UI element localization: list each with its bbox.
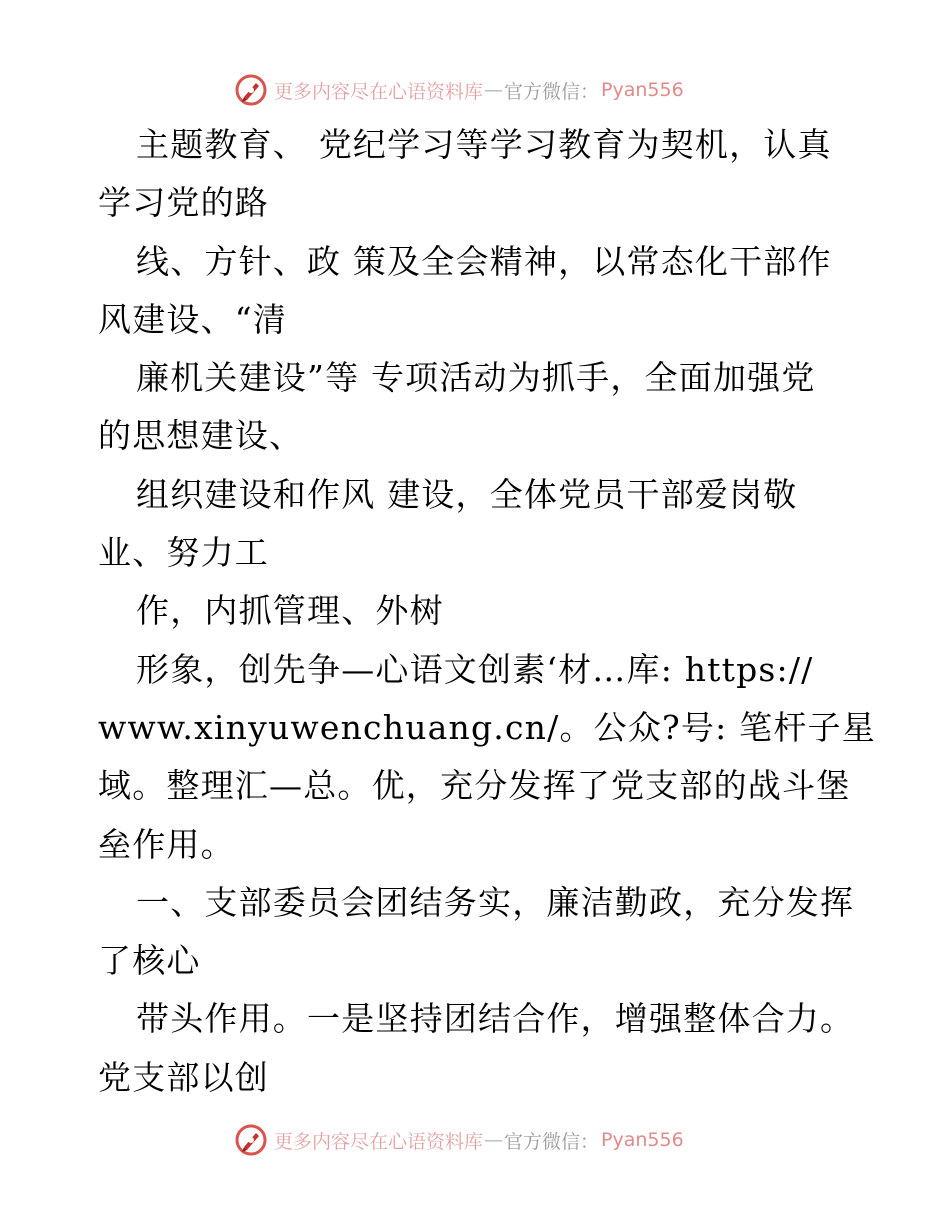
- text-line: 组织建设和作风 建设，全体党员干部爱岗敬: [136, 474, 798, 514]
- text-line: 主题教育、 党纪学习等学习教育为契机，认真: [136, 125, 832, 164]
- header-watermark: [234, 72, 684, 108]
- text-line: 廉机关建设”等 专项活动为抓手，全面加强党: [136, 358, 816, 398]
- text-line: 业、努力工: [98, 533, 269, 573]
- watermark-main-text: 更多内容尽在心语资料库: [274, 1130, 484, 1153]
- text-line: 党支部以创: [98, 1057, 269, 1097]
- pen-logo-icon: [234, 1123, 268, 1157]
- text-line: 域。整理汇—总。优，充分发挥了党支部的战斗堡: [98, 766, 851, 806]
- watermark-wechat-label: 官方微信：: [504, 1130, 600, 1153]
- watermark-dash: —: [484, 1129, 504, 1151]
- watermark-wechat-label: 官方微信：: [504, 80, 600, 103]
- watermark-dash: —: [484, 79, 504, 101]
- pen-logo-icon: [234, 73, 268, 107]
- text-line: 了核心: [98, 941, 201, 981]
- text-line: www.xinyuwenchuang.cn/。公众?号: 笔杆子星: [98, 707, 876, 747]
- text-line: 形象，创先争—心语文创素‘材…库: https://: [136, 649, 814, 689]
- watermark-wechat-id: Pyan556: [601, 1129, 684, 1151]
- text-line: 作，内抓管理、外树: [136, 591, 444, 631]
- text-line: 垒作用。: [98, 824, 235, 864]
- footer-watermark: [234, 1122, 684, 1158]
- text-line: 的思想建设、: [98, 416, 304, 456]
- text-line: 风建设、“清: [98, 299, 288, 339]
- text-line: 带头作用。一是坚持团结合作，增强整体合力。: [136, 999, 855, 1039]
- watermark-wechat-id: Pyan556: [601, 79, 684, 101]
- text-line: 学习党的路: [98, 183, 269, 223]
- text-line: 线、方针、政 策及全会精神，以常态化干部作: [136, 241, 832, 281]
- document-body: [98, 116, 876, 1107]
- text-line: 一、支部委员会团结务实，廉洁勤政，充分发挥: [136, 882, 855, 922]
- watermark-main-text: 更多内容尽在心语资料库: [274, 80, 484, 103]
